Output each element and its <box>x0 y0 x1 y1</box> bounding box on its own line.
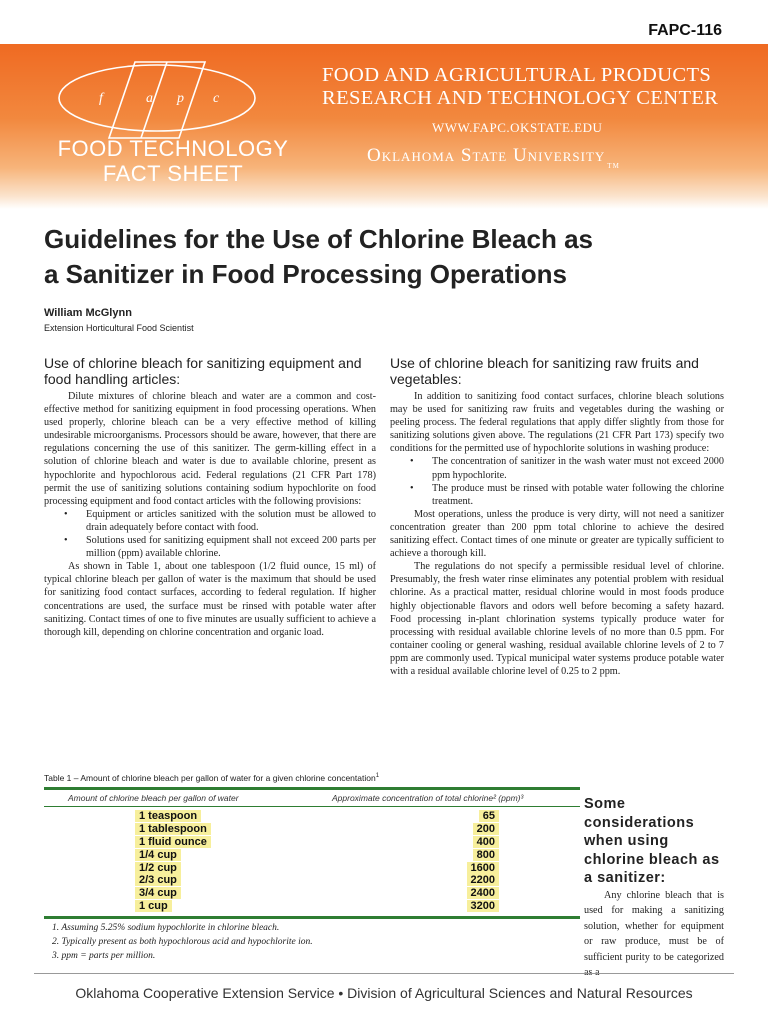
table-row <box>44 874 580 887</box>
title-line2: a Sanitizer in Food Processing Operations <box>44 259 567 289</box>
table-row <box>44 810 580 823</box>
table-caption <box>44 773 580 783</box>
column-left <box>44 355 376 639</box>
logo-letter-f: f <box>99 91 103 106</box>
row-amount: 1 tablespoon <box>135 823 211 835</box>
row-amount: 1/2 cup <box>135 862 181 874</box>
fact-sheet-line1: FOOD TECHNOLOGY <box>57 136 289 161</box>
row-ppm: 800 <box>473 849 499 861</box>
table-note3: 3. ppm = parts per million. <box>52 951 156 962</box>
table-note2: 2. Typically present as both hypochlorous acid and hypochlorite ion. <box>52 937 313 948</box>
row-ppm: 3200 <box>467 900 499 912</box>
section1-paragraph1: Dilute mixtures of chlorine bleach and water are a common and cost-effective method for sanitizing equipment in food processing operations. When used properly, chlorine bleach can be a very effective method of killing undesirable microorganisms. Processors should be aware, however, that there are regulations concerning the use of this sanitizer. The germ-killing effect in a solution of chlorine bleach and water is due to available chlorine, present as hypochlorite and hypochlorous acid. Federal regulations (21 CFR Part 178) permit the use of sanitizing solutions containing sodium hypochlorite on food processing equipment and food contact articles with the following provisions: <box>44 391 376 507</box>
author-name: William McGlynn <box>44 307 132 319</box>
row-amount: 1 cup <box>135 900 172 912</box>
website-url: WWW.FAPC.OKSTATE.EDU <box>432 120 603 135</box>
row-amount: 2/3 cup <box>135 874 181 886</box>
row-ppm: 1600 <box>467 862 499 874</box>
section2-paragraph1: In addition to sanitizing food contact surfaces, chlorine bleach solutions may be used for sanitizing raw fruits and vegetables during the washing or peeling process. The federal regulations that apply differ slightly from those for sanitizing solutions given above. The regulations (21 CFR Part 173) specify two conditions for the permitted use of hypochlorite solutions in washing produce: <box>390 391 724 455</box>
section2-paragraph2: Most operations, unless the produce is very dirty, will not need a sanitizer concentration greater than 200 ppm total chlorine to achieve the desired sanitizing effect. Contact times of one minute or greater are typically sufficient to achieve a thorough kill. <box>390 508 724 560</box>
section2-bullet2: • The produce must be rinsed with potable water following the chlorine treatment. <box>390 482 724 508</box>
row-amount: 1 teaspoon <box>135 810 201 822</box>
section1-paragraph2: As shown in Table 1, about one tablespoon (1/2 fluid ounce, 15 ml) of typical chlorine bleach per gallon of water is the maximum that should be used for sanitizing food contact surfaces, according to federal regulation. If higher concentrations are used, the surface must be rinsed with potable water after sanitizing. Contact times of one to five minutes are usually sufficient to achieve a thorough kill, depending on chlorine concentration and organic load. <box>44 561 376 638</box>
footer: Oklahoma Cooperative Extension Service • Division of Agricultural Sciences and Natural Resources <box>75 985 693 1001</box>
table-header-row <box>44 787 580 807</box>
table-row <box>44 849 580 862</box>
footer-divider <box>34 973 734 974</box>
table-caption-sup: 1 <box>375 773 380 780</box>
center-name <box>322 64 742 110</box>
doc-code: FAPC-116 <box>648 22 722 39</box>
row-ppm: 65 <box>479 810 499 822</box>
logo-letter-c: c <box>213 91 220 106</box>
university-text: Oklahoma State University <box>367 145 606 166</box>
section1-bullets <box>44 508 376 560</box>
logo-letter-p: p <box>177 91 184 106</box>
header-banner <box>0 44 768 209</box>
page-title <box>44 222 734 292</box>
row-ppm: 2400 <box>467 887 499 899</box>
table-note1: 1. Assuming 5.25% sodium hypochlorite in chlorine bleach. <box>52 923 280 934</box>
section3-heading: Some considerations when using chlorine bleach as a sanitizer: <box>584 796 720 886</box>
bleach-table <box>44 773 580 963</box>
table-row <box>44 836 580 849</box>
row-ppm: 200 <box>473 823 499 835</box>
table-row <box>44 900 580 913</box>
section3-paragraph1: Any chlorine bleach that is used for making a sanitizing solution, whether for equipment or raw produce, must be of sufficient purity to be categorized as a <box>584 889 724 979</box>
section2-bullet1: • The concentration of sanitizer in the wash water must not exceed 2000 ppm hypochlorite. <box>390 455 724 481</box>
title-line1: Guidelines for the Use of Chlorine Bleach as <box>44 224 594 254</box>
table-notes <box>44 921 580 963</box>
row-amount: 1 fluid ounce <box>135 836 211 848</box>
table-body <box>44 807 580 919</box>
section2-heading: Use of chlorine bleach for sanitizing raw fruits and vegetables: <box>390 355 699 387</box>
row-ppm: 2200 <box>467 874 499 886</box>
fact-sheet-label <box>52 136 294 186</box>
row-amount: 1/4 cup <box>135 849 181 861</box>
column-considerations <box>584 795 724 981</box>
section1-bullet1: • Equipment or articles sanitized with the solution must be allowed to drain adequately before contact with food. <box>44 508 376 534</box>
table-row <box>44 823 580 836</box>
center-name-line1: FOOD AND AGRICULTURAL PRODUCTS <box>322 64 712 86</box>
table-header-ppm: Approximate concentration of total chlorine² (ppm)³ <box>332 793 524 803</box>
author-role: Extension Horticultural Food Scientist <box>44 323 194 333</box>
table-header-amount: Amount of chlorine bleach per gallon of water <box>68 793 239 803</box>
table-caption-text: Table 1 – Amount of chlorine bleach per gallon of water for a given chlorine concentation <box>44 773 376 783</box>
trademark: TM <box>607 162 620 170</box>
center-name-line2: RESEARCH AND TECHNOLOGY CENTER <box>322 87 719 109</box>
row-ppm: 400 <box>473 836 499 848</box>
column-right <box>390 355 724 678</box>
logo-letter-a: a <box>146 91 153 106</box>
section2-paragraph3: The regulations do not specify a permissible residual level of chlorine. Presumably, the fresh water rinse eliminates any potential problem with residual chlorine. As a practical matter, residual chlorine would in most foods produce highly objectionable flavors and odors well before becoming a safety hazard. Food processing in-plant chlorination systems typically produce water for processing with residual available chlorine levels of no more than 0.5 ppm. For container cooling or general washing, residual available chlorine levels of 2 to 7 ppm are commonly used. Typical municipal water systems produce potable water with a residual available chlorine level of 0.25 to 2 ppm. <box>390 561 724 677</box>
section1-heading: Use of chlorine bleach for sanitizing equipment and food handling articles: <box>44 355 362 387</box>
section1-bullet2: • Solutions used for sanitizing equipment shall not exceed 200 parts per million (ppm) available chlorine. <box>44 534 376 560</box>
table-row <box>44 887 580 900</box>
table-row <box>44 862 580 875</box>
fact-sheet-line2: FACT SHEET <box>102 161 244 186</box>
row-amount: 3/4 cup <box>135 887 181 899</box>
section2-bullets <box>390 455 724 507</box>
university-name <box>367 145 620 170</box>
